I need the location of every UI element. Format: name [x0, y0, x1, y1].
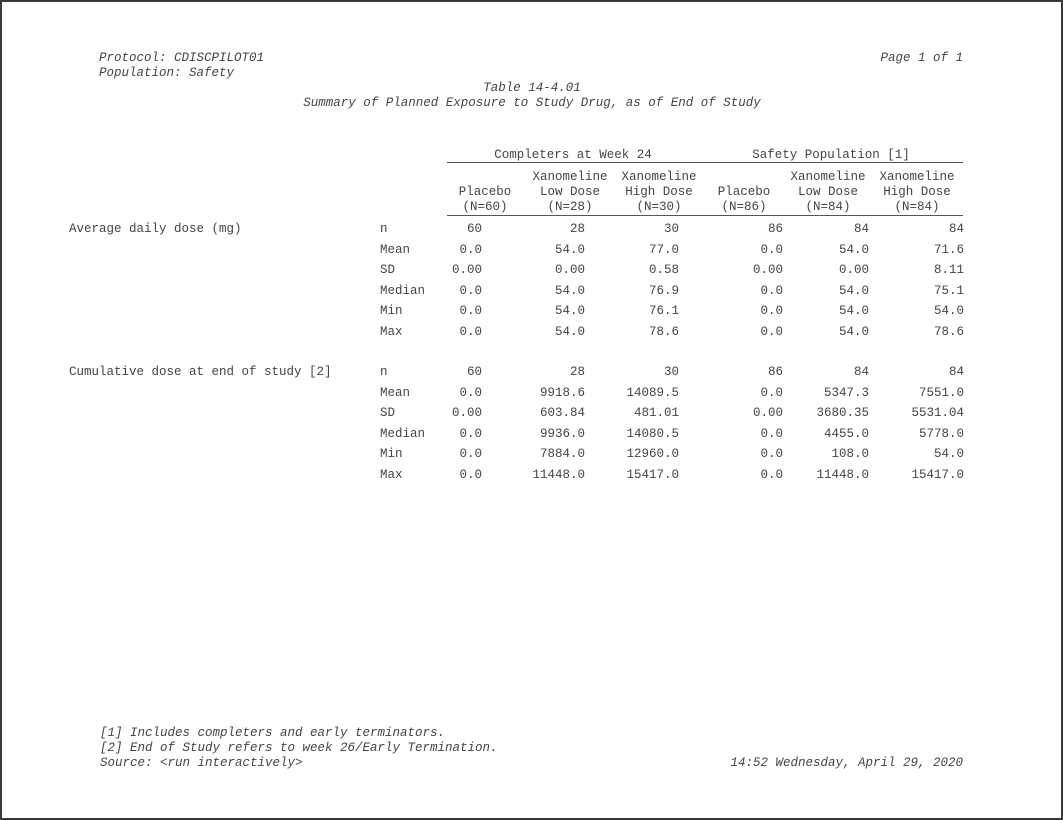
column-header-2-line1: Xanomeline [532, 170, 608, 184]
table-cell: 5531.04 [911, 406, 964, 420]
group-header-completers: Completers at Week 24 [494, 148, 652, 162]
section-label: Average daily dose (mg) [69, 222, 242, 236]
table-cell: 0.58 [648, 263, 679, 277]
table-cell: 0.0 [459, 283, 482, 298]
table-cell: 0.0 [459, 426, 482, 441]
table-cell: 0.0 [760, 283, 783, 298]
population-label: Population: Safety [99, 66, 235, 80]
table-cell: 54.0 [554, 242, 585, 257]
table-cell: 3680.35 [816, 406, 869, 420]
table-cell: 4455.0 [823, 426, 869, 441]
column-header-6-line2: High Dose [883, 185, 951, 199]
table-cell: 30 [663, 222, 679, 236]
statistic-label: SD [380, 406, 396, 420]
column-header-6-line1: Xanomeline [879, 170, 955, 184]
statistic-label: Median [380, 283, 426, 298]
statistic-label: Min [380, 304, 403, 318]
table-cell: 14080.5 [626, 426, 679, 441]
table-cell: 7551.0 [918, 385, 964, 400]
table-cell: 54.0 [838, 324, 869, 339]
table-cell: 54.0 [838, 242, 869, 257]
column-header-5-line1: Xanomeline [790, 170, 866, 184]
table-cell: 60 [466, 365, 482, 379]
table-cell: 0.00 [752, 406, 783, 420]
statistic-label: Max [380, 324, 403, 339]
table-cell: 54.0 [554, 283, 585, 298]
table-cell: 84 [948, 365, 964, 379]
group-header-safety: Safety Population [1] [752, 148, 910, 162]
table-cell: 0.0 [459, 242, 482, 257]
page-number: Page 1 of 1 [880, 51, 963, 65]
table-cell: 0.0 [459, 385, 482, 400]
table-cell: 54.0 [554, 304, 585, 318]
column-header-5-line2: Low Dose [797, 185, 859, 199]
column-header-2-line3: (N=28) [547, 200, 593, 214]
table-cell: 108.0 [831, 447, 869, 461]
table-cell: 0.00 [752, 263, 783, 277]
table-number: Table 14-4.01 [483, 81, 581, 95]
column-header-2-line2: Low Dose [539, 185, 601, 199]
table-cell: 54.0 [838, 283, 869, 298]
statistic-label: Mean [380, 385, 411, 400]
table-cell: 15417.0 [626, 467, 679, 482]
column-header-rule [447, 215, 963, 216]
table-cell: 54.0 [554, 324, 585, 339]
table-cell: 54.0 [933, 304, 964, 318]
table-cell: 481.01 [633, 406, 679, 420]
table-cell: 0.00 [838, 263, 869, 277]
statistic-label: Mean [380, 242, 411, 257]
table-cell: 84 [853, 365, 869, 379]
table-cell: 54.0 [933, 447, 964, 461]
column-header-3-line1: Xanomeline [621, 170, 697, 184]
footnote-2: [2] End of Study refers to week 26/Early Termination. [100, 741, 498, 755]
table-cell: 11448.0 [816, 467, 869, 482]
table-cell: 603.84 [539, 406, 585, 420]
table-cell: 75.1 [933, 283, 964, 298]
table-cell: 5778.0 [918, 426, 964, 441]
table-title: Summary of Planned Exposure to Study Drug, as of End of Study [303, 96, 761, 110]
run-timestamp: 14:52 Wednesday, April 29, 2020 [730, 756, 963, 770]
table-cell: 0.0 [760, 324, 783, 339]
table-cell: 7884.0 [539, 447, 585, 461]
table-cell: 86 [767, 365, 783, 379]
table-cell: 60 [466, 222, 482, 236]
table-cell: 8.11 [933, 263, 964, 277]
table-cell: 28 [569, 365, 585, 379]
footnote-1: [1] Includes completers and early terminators. [100, 726, 446, 740]
protocol-label: Protocol: CDISCPILOT01 [99, 51, 265, 65]
table-cell: 71.6 [933, 242, 964, 257]
column-header-6-line3: (N=84) [894, 200, 940, 214]
table-cell: 54.0 [838, 304, 869, 318]
group-header-rule [447, 162, 963, 163]
table-cell: 0.0 [459, 324, 482, 339]
column-header-1-line3: (N=60) [462, 200, 508, 214]
table-cell: 5347.3 [823, 385, 869, 400]
table-cell: 9918.6 [539, 385, 585, 400]
table-cell: 0.0 [760, 242, 783, 257]
column-header-4-line3: (N=86) [721, 200, 767, 214]
statistic-label: Median [380, 426, 426, 441]
section-label: Cumulative dose at end of study [2] [69, 365, 332, 379]
table-cell: 28 [569, 222, 585, 236]
table-cell: 0.00 [554, 263, 585, 277]
table-cell: 84 [948, 222, 964, 236]
table-cell: 0.0 [760, 304, 783, 318]
table-cell: 14089.5 [626, 385, 679, 400]
table-cell: 15417.0 [911, 467, 964, 482]
table-cell: 77.0 [648, 242, 679, 257]
table-cell: 0.00 [451, 263, 482, 277]
table-cell: 0.0 [760, 426, 783, 441]
table-cell: 0.0 [459, 447, 482, 461]
table-cell: 0.00 [451, 406, 482, 420]
statistic-label: n [380, 365, 388, 379]
table-cell: 0.0 [760, 385, 783, 400]
table-cell: 30 [663, 365, 679, 379]
table-cell: 9936.0 [539, 426, 585, 441]
table-cell: 0.0 [459, 304, 482, 318]
statistic-label: n [380, 222, 388, 236]
table-cell: 11448.0 [532, 467, 585, 482]
table-cell: 76.1 [648, 304, 679, 318]
statistic-label: Min [380, 447, 403, 461]
table-cell: 0.0 [760, 447, 783, 461]
statistic-label: Max [380, 467, 403, 482]
column-header-3-line3: (N=30) [636, 200, 682, 214]
statistic-label: SD [380, 263, 396, 277]
table-cell: 12960.0 [626, 447, 679, 461]
table-cell: 0.0 [760, 467, 783, 482]
table-cell: 78.6 [648, 324, 679, 339]
column-header-4-line2: Placebo [717, 185, 771, 199]
source-note: Source: <run interactively> [100, 756, 303, 770]
column-header-3-line2: High Dose [625, 185, 693, 199]
table-cell: 86 [767, 222, 783, 236]
table-cell: 78.6 [933, 324, 964, 339]
table-cell: 76.9 [648, 283, 679, 298]
column-header-1-line2: Placebo [458, 185, 512, 199]
table-cell: 0.0 [459, 467, 482, 482]
column-header-5-line3: (N=84) [805, 200, 851, 214]
table-cell: 84 [853, 222, 869, 236]
